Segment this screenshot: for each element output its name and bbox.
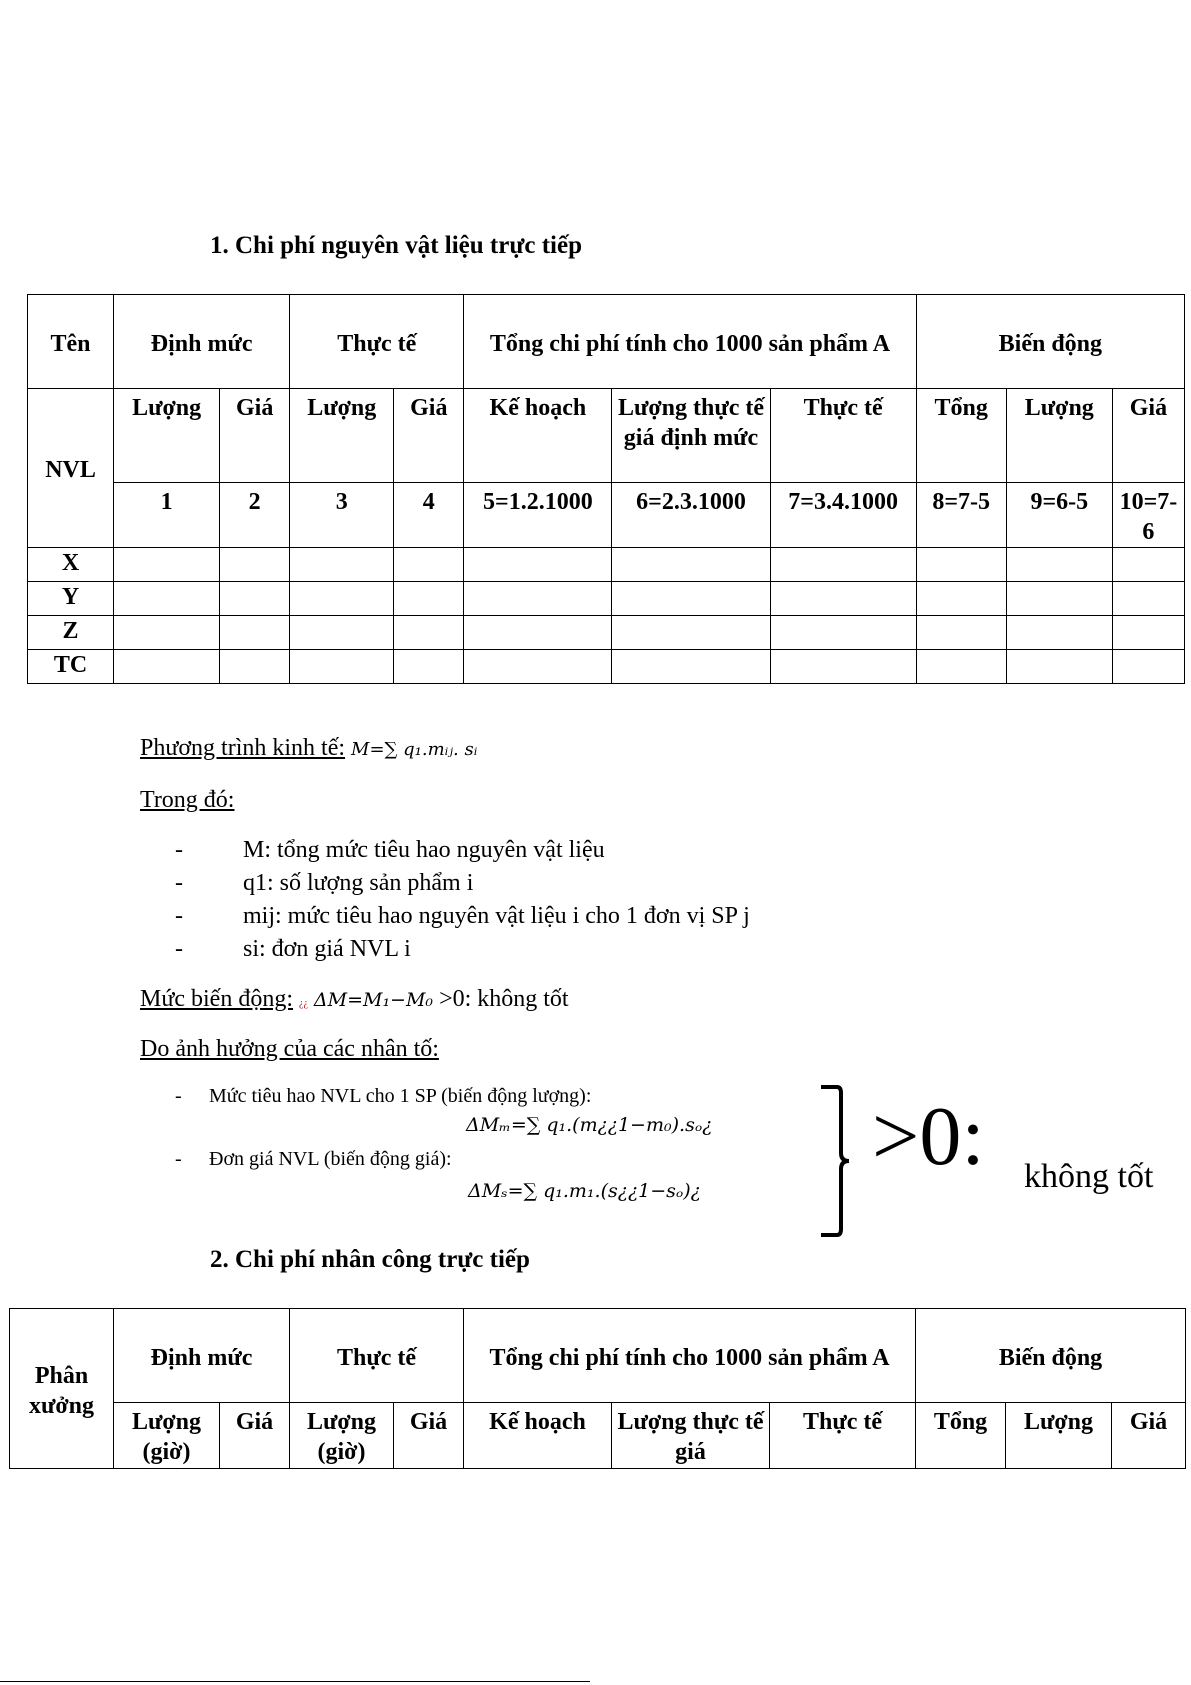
bien-dong-result: >0: không tốt <box>439 986 569 1012</box>
code-cell: 2 <box>220 483 290 548</box>
factor2: - Đơn giá NVL (biến động giá): <box>175 1148 452 1170</box>
header-nvl: NVL <box>28 389 114 548</box>
header-bien-dong: Biến động <box>916 1309 1186 1403</box>
list-item: - si: đơn giá NVL i <box>175 933 1075 966</box>
sub-header: Kế hoạch <box>464 1403 612 1469</box>
sub-header: Giá <box>394 389 464 483</box>
bien-dong-label: Mức biến động: <box>140 986 293 1012</box>
sub-header: Thực tế <box>770 1403 916 1469</box>
code-cell: 8=7-5 <box>916 483 1006 548</box>
header-tong-chi-phi: Tổng chi phí tính cho 1000 sản phẩm A <box>464 1309 916 1403</box>
code-cell: 3 <box>290 483 394 548</box>
code-cell: 10=7-6 <box>1112 483 1184 548</box>
list-item: - q1: số lượng sản phẩm i <box>175 867 1075 900</box>
code-cell: 5=1.2.1000 <box>464 483 612 548</box>
sub-header: Tổng <box>916 389 1006 483</box>
code-cell: 4 <box>394 483 464 548</box>
sub-header: Giá <box>1112 1403 1186 1469</box>
row-label: TC <box>28 650 114 684</box>
brace-text: không tốt <box>1024 1158 1154 1195</box>
header-tong-chi-phi: Tổng chi phí tính cho 1000 sản phẩm A <box>464 295 916 389</box>
row-label: X <box>28 548 114 582</box>
factor1-label: Mức tiêu hao NVL cho 1 SP (biến động lượng): <box>209 1085 592 1107</box>
sub-header: Lượng (giờ) <box>290 1403 394 1469</box>
sub-header: Tổng <box>916 1403 1006 1469</box>
sub-header: Lượng thực tế giá <box>612 1403 770 1469</box>
list-item: - M: tổng mức tiêu hao nguyên vật liệu <box>175 834 1075 867</box>
code-cell: 1 <box>114 483 220 548</box>
row-label: Z <box>28 616 114 650</box>
sub-header: Giá <box>1112 389 1184 483</box>
sub-header: Giá <box>394 1403 464 1469</box>
sub-header: Giá <box>220 389 290 483</box>
formula-artifact-icon: ¿¿ <box>299 998 308 1009</box>
header-thuc-te: Thực tế <box>290 1309 464 1403</box>
sub-header: Giá <box>220 1403 290 1469</box>
sub-header: Lượng <box>114 389 220 483</box>
factor2-label: Đơn giá NVL (biến động giá): <box>209 1148 452 1170</box>
code-cell: 7=3.4.1000 <box>770 483 916 548</box>
header-phan-xuong: Phân xưởng <box>10 1309 114 1469</box>
sub-header: Lượng (giờ) <box>114 1403 220 1469</box>
header-dinh-muc: Định mức <box>114 1309 290 1403</box>
sub-header: Kế hoạch <box>464 389 612 483</box>
equation-formula: M=∑ q₁.mᵢⱼ. sᵢ <box>351 739 478 760</box>
code-cell: 9=6-5 <box>1006 483 1112 548</box>
equation-line <box>140 735 477 762</box>
header-bien-dong: Biến động <box>916 295 1184 389</box>
footer-divider <box>0 1681 590 1682</box>
formula2: ΔMₛ=∑ q₁.m₁.(s¿¿1−sₒ)¿ <box>468 1180 701 1202</box>
sub-header: Lượng <box>1006 389 1112 483</box>
formula1: ΔMₘ=∑ q₁.(m¿¿1−m₀).sₒ¿ <box>466 1114 713 1136</box>
sub-header: Lượng thực tế giá định mức <box>612 389 770 483</box>
brace-result: >0: <box>872 1090 985 1183</box>
bien-dong-formula: ΔM=M₁−M₀ <box>313 989 434 1011</box>
nvl-cost-table <box>27 294 1185 684</box>
sub-header: Lượng <box>1006 1403 1112 1469</box>
code-cell: 6=2.3.1000 <box>612 483 770 548</box>
sub-header: Lượng <box>290 389 394 483</box>
bien-dong-line <box>140 986 569 1013</box>
list-item: - mij: mức tiêu hao nguyên vật liệu i cho 1 đơn vị SP j <box>175 900 1075 933</box>
factor1: - Mức tiêu hao NVL cho 1 SP (biến động lượng): <box>175 1085 592 1107</box>
row-label: Y <box>28 582 114 616</box>
right-brace-icon <box>815 1083 865 1239</box>
definitions-list <box>175 834 1075 966</box>
section2-heading: 2. Chi phí nhân công trực tiếp <box>210 1246 530 1273</box>
trong-do-label: Trong đó: <box>140 787 235 813</box>
nhan-to-label: Do ảnh hưởng của các nhân tố: <box>140 1036 439 1062</box>
section1-heading: 1. Chi phí nguyên vật liệu trực tiếp <box>210 232 582 259</box>
equation-label: Phương trình kinh tế: <box>140 735 346 761</box>
sub-header: Thực tế <box>770 389 916 483</box>
header-dinh-muc: Định mức <box>114 295 290 389</box>
labor-cost-table <box>9 1308 1186 1469</box>
header-ten: Tên <box>28 295 114 389</box>
header-thuc-te: Thực tế <box>290 295 464 389</box>
